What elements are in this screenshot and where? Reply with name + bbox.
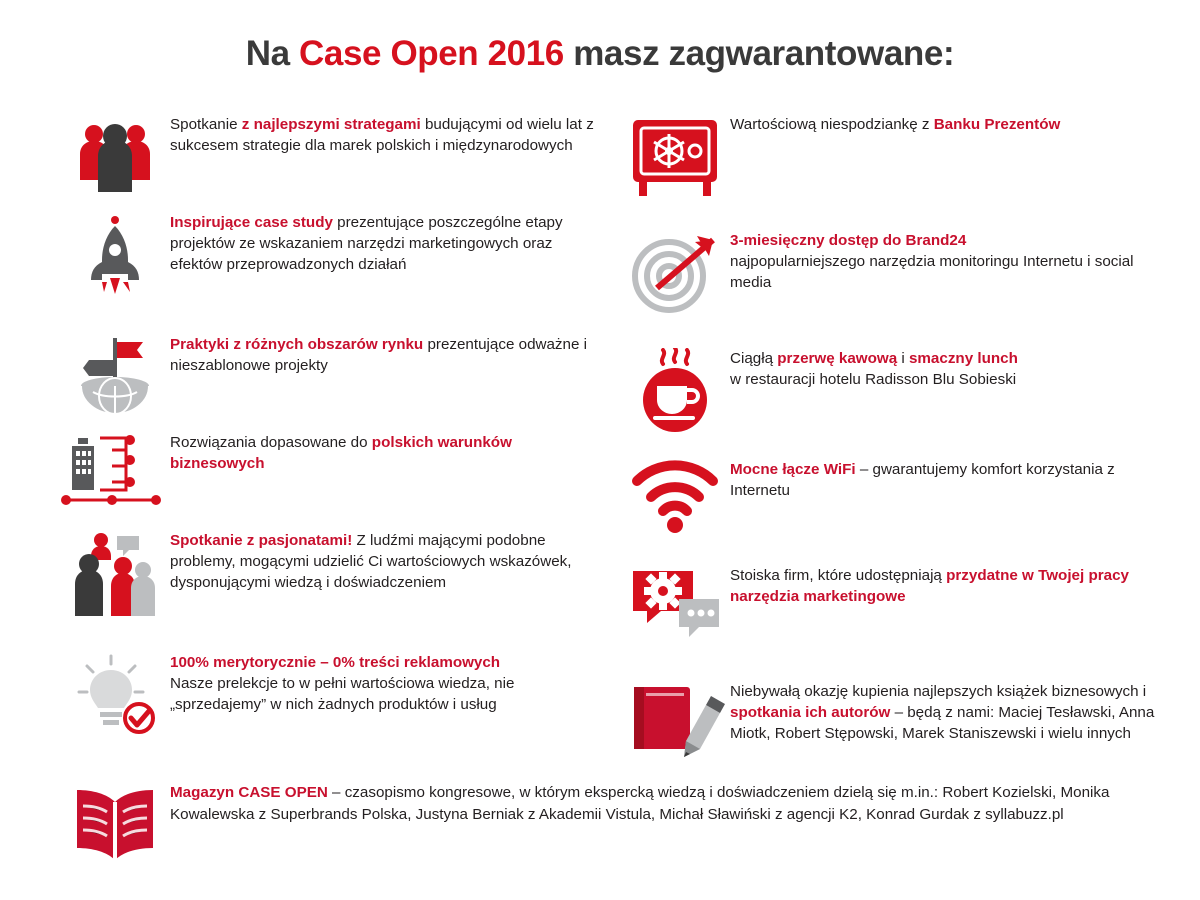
benefit-text <box>170 428 600 474</box>
body-text: Stoiska firm, które udostępniają <box>730 567 947 584</box>
title-after: masz zagwarantowane: <box>563 34 955 73</box>
highlight-text: Magazyn CASE OPEN <box>170 784 328 801</box>
benefit-item <box>620 110 1160 220</box>
highlight-text: smaczny lunch <box>908 350 1018 367</box>
highlight-text: przydatne w Twojej pracy narzędzia marketingowe <box>730 567 1129 605</box>
title-before: Na <box>245 34 300 73</box>
benefit-item <box>620 561 1160 671</box>
body-text: najpopularniejszego narzędzia monitoringu Internetu i social media <box>730 253 1134 291</box>
body-text: budującymi od wielu lat z sukcesem strategie dla marek polskich i międzynarodowych <box>170 116 594 154</box>
body-text: Nasze prelekcje to w pełni wartościowa wiedza, nie „sprzedajemy” w nich żadnych produktów i usług <box>170 675 515 713</box>
body-text: – będą z nami: Maciej Tesławski, Anna Miotk, Robert Stępowski, Marek Staniszewski i wielu innych <box>730 704 1155 742</box>
magazine-row <box>60 778 1160 868</box>
benefit-item <box>60 208 600 324</box>
benefit-text <box>730 677 1160 744</box>
body-text: Z ludźmi mającymi podobne problemy, mogącymi udzielić Ci wartościowych wskazówek, dysponującymi wiedzą i doświadczeniem <box>170 532 572 591</box>
left-benefits-column <box>60 110 600 746</box>
benefit-text <box>730 226 1160 293</box>
highlight-text: przerwę kawową <box>777 350 898 367</box>
people-talking-icon <box>60 526 170 622</box>
body-text: w restauracji hotelu Radisson Blu Sobieski <box>730 371 1017 388</box>
body-text: prezentujące poszczególne etapy projektów ze wskazaniem narzędzi marketingowych oraz efektów przeprowadzonych działań <box>170 214 563 273</box>
benefit-item <box>60 428 600 520</box>
building-network-icon <box>60 428 170 512</box>
highlight-text: spotkania ich autorów <box>730 704 891 721</box>
magazine-text <box>170 778 1160 826</box>
highlight-text: Praktyki z różnych obszarów rynku <box>170 336 424 353</box>
safe-vault-icon <box>620 110 730 200</box>
highlight-text: Banku Prezentów <box>933 116 1061 133</box>
benefit-item <box>620 455 1160 555</box>
highlight-text: Inspirujące case study <box>170 214 333 231</box>
benefit-item <box>60 648 600 740</box>
target-arrow-icon <box>620 226 730 316</box>
right-benefits-column <box>620 110 1160 808</box>
benefit-text <box>170 330 600 376</box>
benefit-text <box>730 561 1160 607</box>
page-title <box>0 34 1200 74</box>
coffee-cup-icon <box>620 344 730 436</box>
lightbulb-check-icon <box>60 648 170 738</box>
benefit-text <box>730 110 1060 135</box>
wifi-icon <box>620 455 730 533</box>
body-text: Ciągłą <box>730 350 778 367</box>
body-text: prezentujące odważne i nieszablonowe projekty <box>170 336 588 374</box>
rocket-icon <box>60 208 170 298</box>
benefit-item <box>60 526 600 642</box>
benefit-item <box>60 110 600 202</box>
highlight-text: z najlepszymi strategami <box>241 116 421 133</box>
benefit-text <box>170 208 600 275</box>
body-text: Rozwiązania dopasowane do <box>170 434 372 451</box>
highlight-text: Mocne łącze WiFi <box>730 461 856 478</box>
book-pencil-icon <box>620 677 730 773</box>
body-text: – gwarantujemy komfort korzystania z Internetu <box>730 461 1115 499</box>
highlight-text: Spotkanie z pasjonatami! <box>170 532 353 549</box>
body-text: – czasopismo kongresowe, w którym ekspercką wiedzą i doświadczeniem dzielą się m.in.: Robert Kozielski, Monika Kowalewska z Superbrands Polska, Justyna Berniak z Akademii Vistula, Michał Sławiński z agencji K2, Konrad Gurdak z syllabuzz.pl <box>170 784 1110 823</box>
body-text: Wartościową niespodziankę z <box>730 116 934 133</box>
benefit-text <box>170 526 600 593</box>
body-text: Niebywałą okazję kupienia najlepszych książek biznesowych i <box>730 683 1147 700</box>
people-group-icon <box>60 110 170 200</box>
highlight-text: 100% merytorycznie – 0% treści reklamowych <box>170 654 501 671</box>
benefit-text <box>730 455 1160 501</box>
highlight-text: polskich warunków biznesowych <box>170 434 512 472</box>
title-highlight: Case Open 2016 <box>299 34 564 73</box>
benefit-text <box>170 648 600 715</box>
highlight-text: 3-miesięczny dostęp do Brand24 <box>730 232 967 249</box>
globe-signpost-icon <box>60 330 170 420</box>
benefit-text <box>730 344 1018 390</box>
benefit-item <box>620 226 1160 338</box>
benefit-text <box>170 110 600 156</box>
open-book-icon <box>60 778 170 868</box>
body-text: i <box>897 350 909 367</box>
speech-gear-icon <box>620 561 730 647</box>
benefit-item <box>620 344 1160 449</box>
benefit-item <box>60 330 600 422</box>
body-text: Spotkanie <box>170 116 242 133</box>
